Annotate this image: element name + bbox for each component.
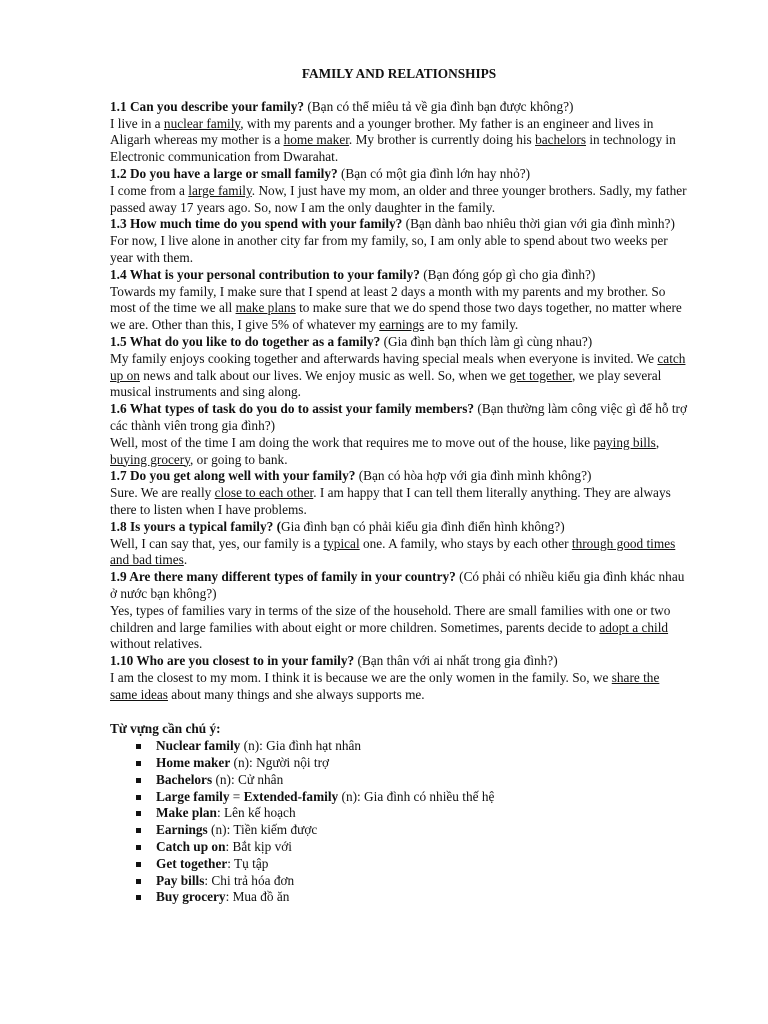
vocab-highlight: make plans [235, 300, 296, 316]
answer-text: . Now, I just have my mom, an older and three younger brothers. Sadly, my father passed away 17 years ago. So, now I am the only daughter in the family. [110, 182, 687, 215]
question-text: 1.6 What types of task do you do to assist your family members? [110, 401, 475, 417]
question-6 [110, 401, 688, 435]
answer-text: one. A family, who stays by each other [359, 535, 572, 551]
question-text: 1.2 Do you have a large or small family? [110, 165, 338, 181]
document-title: FAMILY AND RELATIONSHIPS [301, 66, 497, 81]
question-translation: (Có phải có nhiều kiểu gia đình khác nhau ở nước bạn không?) [110, 569, 685, 601]
question-10 [110, 653, 688, 670]
answer-10 [110, 670, 688, 704]
question-translation: Gia đình bạn có phải kiểu gia đình điển hình không?) [281, 518, 565, 534]
question-text: 1.9 Are there many different types of family in your country? [110, 569, 456, 585]
vocab-term: Make plan [156, 805, 217, 821]
question-9 [110, 569, 688, 603]
question-2 [110, 166, 688, 183]
answer-text: Well, most of the time I am doing the work that requires me to move out of the house, like [110, 434, 594, 450]
question-translation: (Bạn có hòa hợp với gia đình mình không?) [355, 468, 592, 484]
answer-1 [110, 116, 688, 166]
qa-section [110, 99, 688, 704]
vocab-definition: : Tụ tập [227, 855, 269, 871]
vocab-item [136, 789, 688, 806]
answer-text: . My brother is currently doing his [348, 132, 536, 148]
vocab-definition: (n): Cử nhân [212, 771, 284, 787]
question-4 [110, 267, 688, 284]
vocab-item [136, 889, 688, 906]
answer-2 [110, 183, 688, 217]
answer-text: I live in a [110, 115, 164, 131]
vocab-highlight: get together [509, 367, 572, 383]
question-translation: (Bạn đóng góp gì cho gia đình?) [419, 266, 596, 282]
vocab-item [136, 822, 688, 839]
answer-5 [110, 351, 688, 401]
vocab-list [110, 738, 688, 906]
question-translation: (Bạn có một gia đình lớn hay nhỏ?) [337, 165, 531, 181]
answer-text: are to my family. [424, 317, 519, 333]
answer-text: I am the closest to my mom. I think it is because we are the only women in the family. So, we [110, 669, 612, 685]
answer-4 [110, 284, 688, 334]
answer-text: . I am happy that I can tell them literally anything. They are always there to listen when I have problems. [110, 485, 671, 517]
vocab-term: Nuclear family [156, 738, 241, 754]
answer-text: in technology in Electronic communication from Dwarahat. [110, 132, 676, 165]
vocab-term: Pay bills [156, 872, 205, 888]
vocab-definition: : Chi trả hóa đơn [204, 872, 295, 888]
answer-3 [110, 233, 688, 267]
vocab-highlight: bachelors [535, 132, 587, 148]
vocab-item [136, 772, 688, 789]
vocab-item [136, 856, 688, 873]
vocab-highlight: earnings [379, 317, 425, 333]
vocab-equals: = [229, 788, 244, 804]
vocab-title: Từ vựng cần chú ý: [110, 721, 221, 737]
vocab-term: Get together [156, 855, 228, 871]
answer-text: My family enjoys cooking together and afterwards having special meals when everyone is invited. We [110, 350, 658, 366]
answer-text: For now, I live alone in another city far from my family, so, I am only able to spend about two weeks per year with them. [110, 233, 668, 265]
answer-text: , with my parents and a younger brother. My father is an engineer and lives in Aligarh whereas my mother is a [110, 115, 654, 148]
vocab-term: Catch up on [156, 839, 226, 855]
vocab-item [136, 738, 688, 755]
vocab-highlight: share the same ideas [110, 669, 660, 702]
vocab-definition: (n): Gia đình có nhiều thế hệ [338, 788, 495, 804]
vocab-highlight: home maker [283, 132, 349, 148]
answer-text: Towards my family, I make sure that I spend at least 2 days a month with my parents and my brother. So most of the time we all [110, 283, 666, 316]
answer-9 [110, 603, 688, 653]
question-1 [110, 99, 688, 116]
answer-text: Well, I can say that, yes, our family is a [110, 535, 324, 551]
answer-text: to make sure that we do spend those two days together, no matter where we are. Other than this, I give 5% of whatever my [110, 300, 682, 333]
answer-text: . [183, 552, 188, 568]
question-translation: (Bạn thân với ai nhất trong gia đình?) [354, 653, 558, 669]
vocab-highlight: large family [188, 182, 252, 198]
question-text: 1.3 How much time do you spend with your family? [110, 216, 403, 232]
vocab-highlight: paying bills [593, 434, 656, 450]
vocab-definition: : Mua đồ ăn [225, 889, 290, 905]
vocab-definition: : Lên kế hoạch [216, 805, 296, 821]
answer-8 [110, 536, 688, 570]
vocab-highlight: typical [323, 535, 360, 551]
question-text: 1.7 Do you get along well with your family? [110, 468, 356, 484]
vocab-definition: : Bắt kịp với [225, 839, 292, 855]
vocab-highlight: nuclear family [163, 115, 241, 131]
answer-text: without relatives. [110, 636, 203, 652]
answer-text: Yes, types of families vary in terms of the size of the household. There are small families with one or two children and large families with about eight or more children. Sometimes, parents decide to [110, 602, 671, 635]
question-3 [110, 216, 688, 233]
vocab-definition: (n): Người nội trợ [230, 755, 330, 771]
vocab-term-alt: Extended-family [243, 788, 339, 804]
question-translation: (Bạn dành bao nhiêu thời gian với gia đình mình?) [402, 216, 675, 232]
question-translation: (Gia đình bạn thích làm gì cùng nhau?) [380, 333, 593, 349]
vocab-item [136, 755, 688, 772]
question-text: 1.8 Is yours a typical family? ( [110, 518, 282, 534]
question-8 [110, 519, 688, 536]
vocab-definition: (n): Gia đình hạt nhân [240, 738, 362, 754]
vocab-item [136, 805, 688, 822]
vocab-term: Buy grocery [156, 889, 226, 905]
question-translation: (Bạn có thể miêu tả về gia đình bạn được không?) [304, 98, 574, 114]
answer-text: , we play several musical instruments and sing along. [110, 367, 662, 400]
answer-text: , [655, 434, 660, 450]
vocab-term: Bachelors [156, 771, 213, 787]
vocab-highlight: through good times and bad times [110, 535, 676, 568]
vocab-item [136, 873, 688, 890]
question-text: 1.10 Who are you closest to in your family? [110, 653, 355, 669]
question-text: 1.4 What is your personal contribution to your family? [110, 266, 420, 282]
vocab-term: Large family [156, 788, 230, 804]
vocab-term: Home maker [156, 755, 231, 771]
answer-text: I come from a [110, 182, 189, 198]
question-text: 1.5 What do you like to do together as a family? [110, 333, 381, 349]
question-5 [110, 334, 688, 351]
answer-6 [110, 435, 688, 469]
answer-text: about many things and she always supports me. [167, 686, 425, 702]
vocab-highlight: catch up on [110, 350, 686, 383]
vocab-highlight: adopt a child [599, 619, 669, 635]
vocab-highlight: close to each other [214, 485, 314, 501]
answer-text: , or going to bank. [190, 451, 288, 467]
vocab-term: Earnings [156, 822, 208, 838]
vocab-highlight: buying grocery [110, 451, 191, 467]
answer-7 [110, 485, 688, 519]
vocab-definition: (n): Tiền kiếm được [207, 822, 318, 838]
question-7 [110, 468, 688, 485]
question-translation: (Bạn thường làm công việc gì để hỗ trợ các thành viên trong gia đình?) [110, 401, 688, 433]
question-text: 1.1 Can you describe your family? [110, 98, 305, 114]
vocab-item [136, 839, 688, 856]
answer-text: news and talk about our lives. We enjoy music as well. So, when we [139, 367, 510, 383]
answer-text: Sure. We are really [110, 485, 215, 501]
